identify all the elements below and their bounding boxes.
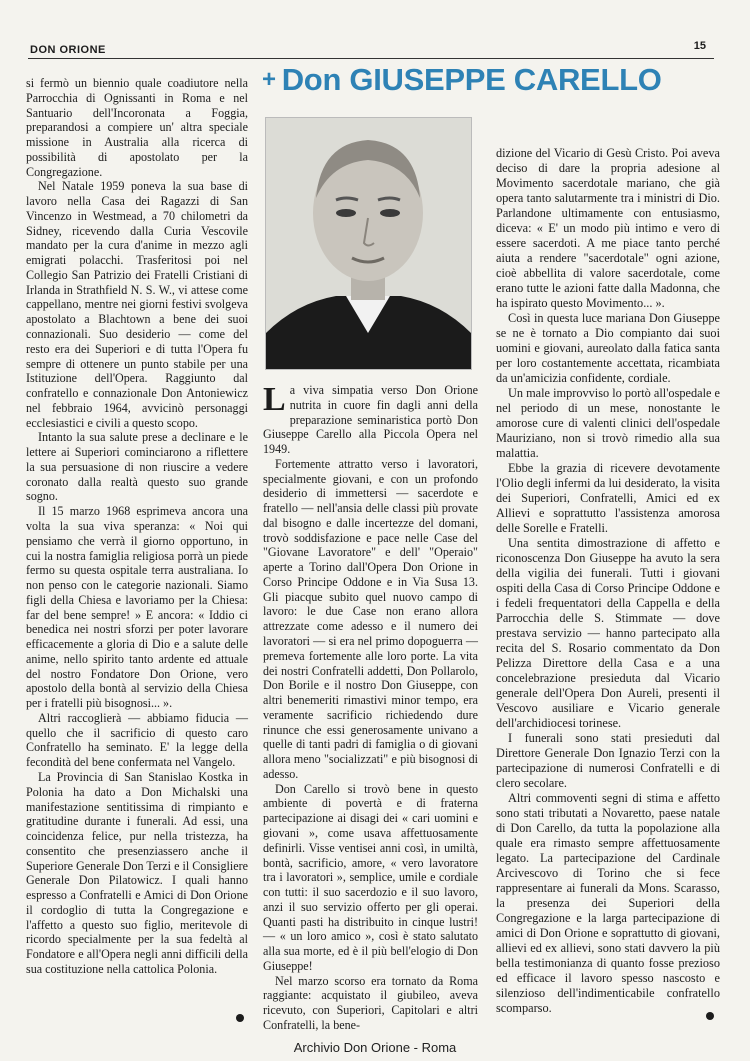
portrait-priest-image [266, 118, 471, 369]
end-bullet-icon [706, 1012, 714, 1020]
column-3 [496, 146, 720, 1026]
paragraph: Così in questa luce mariana Don Giuseppe se ne è tornato a Dio compianto dai suoi uomini e giovani, aureolato dalla fatica santa per loro costantemente accettata, ricambiata da un'amicizia confidente, cordiale. [496, 311, 720, 385]
paragraph: La Provincia di San Stanislao Kostka in Polonia ha dato a Don Michalski una manifestazione sentitissima di rimpianto e gratitudine durante i funerali. Ad essi, una coincidenza felice, pur nella tristezza, ha consentito che presenziassero anche il Superiore Generale Don Terzi e il Consigliere Generale Don Pilatowicz. I quali hanno espresso a Confratelli e Amici di Don Orione il cordoglio di tutta la Congregazione e l'affetto a questo suo figlio, meritevole di ricordo specialmente per la sua fedeltà al Fondatore e all'Opera negli anni difficili della sua costituzione nella cattolica Polonia. [26, 769, 248, 976]
paragraph: Fortemente attratto verso i lavoratori, specialmente giovani, e con un profondo desiderio di immettersi — sacerdote e fratello — nell'ansia delle classi più provate dal bisogno e dalle incertezze del domani, trovò soddisfazione e pace nelle Case del "Giovane Lavoratore" e dell' "Operaio" aperte a Torino dall'Opera Don Orione in Corso Principe Oddone e in Via Susa 13. Gli piacque subito quel nuovo campo di lavoro: le due Case non erano allora attrezzate come adesso e il numero dei lavoratori — si era nel primo dopoguerra — premeva fortemente alle loro porte. La vita dei nostri Confratelli addetti, Don Pollarolo, Don Borile e il nostro Don Giuseppe, con altri benemeriti rimastivi minor tempo, era veramente sacrificio richiedendo dure rinunce che essi generosamente univano a quelle di tanti padri di famiglia o di giovani allora meno "socializzati" e più bisognosi di adesso. [263, 456, 478, 781]
paragraph: Don Carello si trovò bene in questo ambiente di povertà e di fraterna partecipazione ai disagi dei « cari uomini e giovani », come usava affettuosamente definirli. Visse ventisei anni così, in umiltà, bontà, sacrificio, amore, « vero lavoratore tra i lavoratori », semplice, umile e cordiale con tutti: il suo sacerdozio e il suo lavoro, anzi il suo servizio offerto per gli operai. Quanti pasti ha distribuito in cinque lustri! — « un loro amico », così è stato salutato alla sua morte, ed è il più bell'elogio di Don Giuseppe! [263, 781, 478, 973]
paragraph-text: a viva simpatia verso Don Orione nutrita in cuore fin dagli anni della preparazione seminaristica portò Don Giuseppe Carello alla Piccola Opera nel 1949. [263, 383, 478, 457]
column-2 [263, 383, 478, 1033]
portrait-photo [265, 117, 472, 370]
article-title-text: Don GIUSEPPE CARELLO [281, 62, 662, 97]
end-bullet-icon [236, 1014, 244, 1022]
paragraph: Nel marzo scorso era tornato da Roma raggiante: acquistato il giubileo, aveva ricevuto, con Superiori, Capitolari e altri Confratelli, la bene- [263, 973, 478, 1032]
archive-footer: Archivio Don Orione - Roma [293, 1040, 457, 1055]
paragraph: Un male improvviso lo portò all'ospedale e nel periodo di un mese, nonostante le amorose cure di valenti clinici dell'ospedale Mauriziano, non si trovò rimedio alla sua malattia. [496, 386, 720, 460]
running-title: DON ORIONE [30, 44, 106, 56]
paragraph: Altri raccoglierà — abbiamo fiducia — quello che il sacrificio di questo caro Confratello ha seminato. E' la legge della fecondità del bene confermata nel Vangelo. [26, 710, 248, 770]
paragraph: Altri commoventi segni di stima e affetto sono stati tributati a Novaretto, paese natale di Don Carello, da tutta la popolazione alla quale era rimasto sempre affettuosamente legato. La partecipazione del Cardinale Arcivescovo di Torino che si fece rappresentare ai funerali da Mons. Scarasso, la presenza dei Superiori della Congregazione e la larga partecipazione di amici di Don Orione e soprattutto di giovani, allievi ed ex allievi, sono stati davvero la più bella testimonianza di quanto fosse prezioso ed efficace il lavoro spesso nascosto e silenzioso dell'indimenticabile confratello scomparso. [496, 791, 720, 1015]
paragraph: Una sentita dimostrazione di affetto e riconoscenza Don Giuseppe ha avuto la sera della vigilia dei funerali. Tutti i giovani ospiti della Casa di Corso Principe Oddone e i fedeli frequentatori della Cappella e della Parrocchia delle S. Stimmate — dove prestava servizio — hanno partecipato alla recita del S. Rosario commentato da Don Pelizza Direttore della Casa e a una concelebrazione presieduta dal Vicario generale dell'Opera Don Aureli, presenti il Vescovo ausiliare e Vicario generale dell'archidiocesi torinese. [496, 536, 720, 730]
cross-icon: + [262, 66, 276, 93]
paragraph: I funerali sono stati presieduti dal Direttore Generale Don Ignazio Terzi con la partecipazione di numerosi Confratelli e di clero secolare. [496, 731, 720, 790]
header-divider [28, 58, 714, 59]
paragraph: dizione del Vicario di Gesù Cristo. Poi aveva deciso di dare la propria adesione al Movimento sacerdotale mariano, che già opera tanto salutarmente tra i ministri di Dio. Parlandone ultimamente con entusiasmo, diceva: « E' un modo più intimo e vero di essere sacerdoti. A me piace tanto perché aiuta a rendere "sacerdotale" ogni azione, cioè abbellita di valore sacerdotale, come erano tutte le azioni fatte dalla Madonna, che ha ispirato questo Movimento... ». [496, 146, 720, 310]
page-number: 15 [693, 40, 706, 52]
column-1 [26, 76, 248, 976]
paragraph: Intanto la sua salute prese a declinare e le lettere ai Superiori cominciarono a riflettere la sua persuasione di non riuscire a vedere coronato dalla realtà questo suo grande sogno. [26, 430, 248, 504]
paragraph: Il 15 marzo 1968 esprimeva ancora una volta la sua viva speranza: « Noi qui pensiamo che verrà il giorno opportuno, in cui la nostra famiglia religiosa porrà un piede fermo su questa ospitale terra australiana. Io non penso con le categorie nazionali. Siamo figli della Chiesa e lavoriamo per la Chiesa: far del bene sempre! » E ancora: « Iddio ci benedica nei nostri sforzi per poter lavorare efficacemente a gloria di Dio e a salute delle anime, nello spirito tanto ardente ed attuale del nostro Fondatore Don Orione, vero apostolo della bontà al servizio della Chiesa per i fratelli più bisognosi... ». [26, 504, 248, 711]
paragraph [263, 383, 478, 457]
paragraph: Nel Natale 1959 poneva la sua base di lavoro nella Casa dei Ragazzi di San Vincenzo in Westmead, a 70 chilometri da Sidney, ricevendo dalla Curia Vescovile mandato per la cura d'anime in mezzo agli emigrati polacchi. Trasferitosi poi nel Collegio San Patrizio dei Fratelli Cristiani di Irlanda in Strathfield N. S. W., vi attese come cappellano, mentre nei giorni festivi svolgeva apostolato a Blachtown a bene dei suoi connazionali. Suo desiderio — come del resto era dei Superiori e di tutta l'Opera fu sempre di ottenere un punto stabile per una Istituzione dell'Opera. Raggiunto dal confratello e connazionale Don Antoniewicz nel febbraio 1964, avvicinò personaggi ecclesiastici e civili a questo scopo. [26, 179, 248, 430]
drop-cap: L [263, 381, 286, 418]
article-title [262, 62, 722, 98]
paragraph: si fermò un biennio quale coadiutore nella Parrocchia di Ognissanti in Roma e nel Santuario dell'Incoronata a Foggia, preparandosi a compiere un' altra speciale missione in Australia alla ricerca di possibilità di apostolato per la Congregazione. [26, 76, 248, 179]
paragraph: Ebbe la grazia di ricevere devotamente l'Olio degli infermi da lui desiderato, la visita dei Superiori, Confratelli, Amici ed ex Allievi e soprattutto l'assistenza amorosa delle Sorelle e Fratelli. [496, 461, 720, 535]
